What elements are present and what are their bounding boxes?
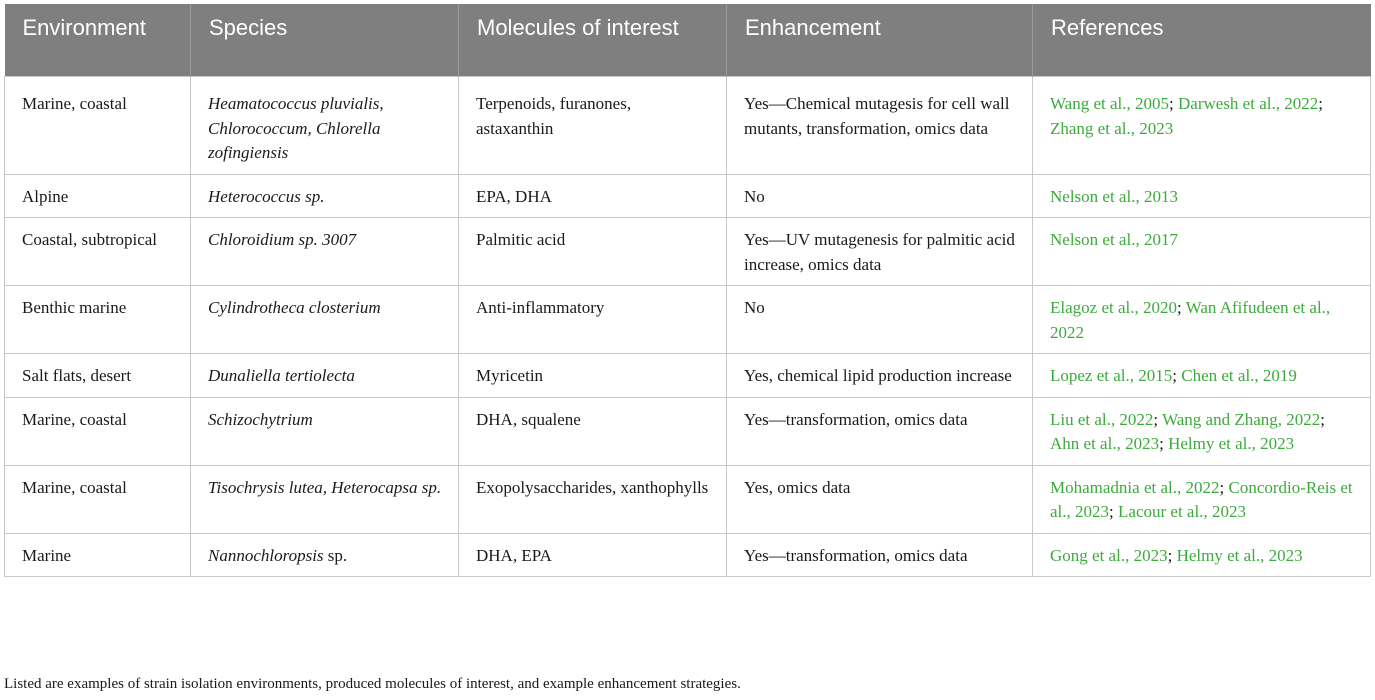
cell-enhancement: Yes—transformation, omics data (727, 533, 1033, 577)
reference-link[interactable]: Lopez et al., 2015 (1050, 366, 1173, 385)
cell-environment: Marine (5, 533, 191, 577)
cell-environment: Coastal, subtropical (5, 218, 191, 286)
cell-environment: Marine, coastal (5, 77, 191, 175)
reference-link[interactable]: Wang and Zhang, 2022 (1162, 409, 1321, 429)
species-name: Dunaliella tertiolecta (208, 366, 355, 385)
cell-environment: Salt flats, desert (5, 354, 191, 398)
reference-link[interactable]: Darwesh et al., 2022 (1178, 94, 1319, 113)
table-row (5, 465, 1371, 533)
cell-species (191, 533, 459, 577)
reference-link[interactable]: Zhang et al., 2023 (1050, 118, 1174, 138)
cell-species (191, 174, 459, 218)
cell-molecules: Anti-inflammatory (459, 286, 727, 354)
species-name: sp. (323, 545, 348, 565)
cell-enhancement: Yes—UV mutagenesis for palmitic acid increase, omics data (727, 218, 1033, 286)
header-environment: Environment (5, 4, 191, 77)
header-molecules: Molecules of interest (459, 4, 727, 77)
table-row (5, 533, 1371, 577)
header-enhancement: Enhancement (727, 4, 1033, 77)
cell-references: Lopez et al., 2015; Chen et al., 2019 (1033, 354, 1371, 398)
reference-link[interactable]: Nelson et al., 2017 (1050, 230, 1178, 249)
cell-molecules: Myricetin (459, 354, 727, 398)
reference-link[interactable]: Chen et al., 2019 (1181, 366, 1297, 385)
cell-enhancement: Yes—transformation, omics data (727, 397, 1033, 465)
species-name: Heterococcus sp. (208, 186, 325, 206)
reference-link[interactable]: Wan Afifudeen et al., 2022 (1050, 298, 1331, 342)
reference-link[interactable]: Helmy et al., 2023 (1176, 545, 1303, 565)
cell-molecules: DHA, squalene (459, 397, 727, 465)
reference-link[interactable]: Liu et al., 2022 (1050, 409, 1154, 429)
cell-references: Wang et al., 2005; Darwesh et al., 2022; Zhang et al., 2023 (1033, 77, 1371, 175)
header-species: Species (191, 4, 459, 77)
reference-link[interactable]: Gong et al., 2023 (1050, 545, 1168, 565)
cell-species (191, 286, 459, 354)
cell-environment: Marine, coastal (5, 397, 191, 465)
table-body (5, 77, 1371, 577)
header-references: References (1033, 4, 1371, 77)
cell-molecules: Palmitic acid (459, 218, 727, 286)
cell-species (191, 354, 459, 398)
reference-link[interactable]: Wang et al., 2005 (1050, 94, 1170, 113)
reference-link[interactable]: Concordio-Reis et al., 2023 (1050, 477, 1353, 521)
species-name: Tisochrysis lutea, Heterocapsa sp. (208, 477, 442, 497)
reference-link[interactable]: Lacour et al., 2023 (1118, 502, 1246, 521)
cell-environment: Marine, coastal (5, 465, 191, 533)
reference-link[interactable]: Elagoz et al., 2020 (1050, 298, 1177, 317)
table-caption: Listed are examples of strain isolation environments, produced molecules of interest, and example enhancement strategies. (4, 676, 741, 692)
species-name: Heamatococcus pluvialis, Chlorococcum, Chlorella zofingiensis (208, 94, 384, 162)
table-row (5, 354, 1371, 398)
cell-references: Mohamadnia et al., 2022; Concordio-Reis et al., 2023; Lacour et al., 2023 (1033, 465, 1371, 533)
cell-species (191, 77, 459, 175)
cell-enhancement: Yes, chemical lipid production increase (727, 354, 1033, 398)
species-name: Chloroidium sp. 3007 (208, 230, 357, 249)
cell-molecules: Exopolysaccharides, xanthophylls (459, 465, 727, 533)
cell-molecules: Terpenoids, furanones, astaxanthin (459, 77, 727, 175)
cell-enhancement: No (727, 174, 1033, 218)
reference-link[interactable]: Ahn et al., 2023 (1050, 434, 1160, 453)
table-row (5, 218, 1371, 286)
reference-link[interactable]: Nelson et al., 2013 (1050, 186, 1178, 206)
reference-link[interactable]: Mohamadnia et al., 2022 (1050, 477, 1220, 497)
table-row (5, 174, 1371, 218)
table-row (5, 77, 1371, 175)
table-container (4, 4, 1370, 577)
species-name: Schizochytrium (208, 409, 313, 429)
species-name: Nannochloropsis (208, 545, 324, 565)
cell-references (1033, 174, 1371, 218)
cell-species (191, 465, 459, 533)
table-row (5, 286, 1371, 354)
cell-references: Liu et al., 2022; Wang and Zhang, 2022; Ahn et al., 2023; Helmy et al., 2023 (1033, 397, 1371, 465)
cell-environment: Alpine (5, 174, 191, 218)
data-table (4, 4, 1371, 577)
reference-link[interactable]: Helmy et al., 2023 (1168, 434, 1295, 453)
cell-environment: Benthic marine (5, 286, 191, 354)
cell-enhancement: No (727, 286, 1033, 354)
species-name: Cylindrotheca closterium (208, 298, 381, 317)
header-row (5, 4, 1371, 77)
cell-references (1033, 218, 1371, 286)
cell-molecules: DHA, EPA (459, 533, 727, 577)
cell-species (191, 397, 459, 465)
table-header (5, 4, 1371, 77)
cell-enhancement: Yes—Chemical mutagesis for cell wall mutants, transformation, omics data (727, 77, 1033, 175)
cell-species (191, 218, 459, 286)
cell-enhancement: Yes, omics data (727, 465, 1033, 533)
cell-references: Elagoz et al., 2020; Wan Afifudeen et al., 2022 (1033, 286, 1371, 354)
table-row (5, 397, 1371, 465)
cell-references: Gong et al., 2023; Helmy et al., 2023 (1033, 533, 1371, 577)
cell-molecules: EPA, DHA (459, 174, 727, 218)
